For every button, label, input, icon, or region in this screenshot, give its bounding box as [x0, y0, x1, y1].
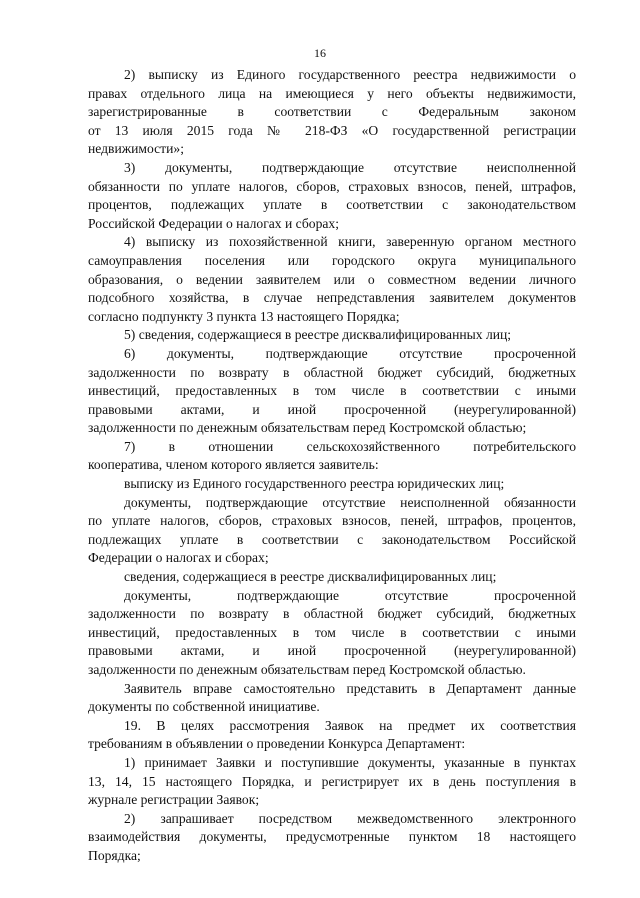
text-line: по уплате налогов, сборов, страховых взносов, пеней, штрафов, процентов,: [88, 513, 576, 529]
paragraph: [88, 475, 576, 494]
text-line: взаимодействия документы, предусмотренные пунктом 18 настоящего: [88, 829, 576, 845]
text-line: задолженности по возврату в областной бюджет субсидий, бюджетных: [88, 606, 576, 622]
paragraph: [88, 717, 576, 754]
text-line: 3) документы, подтверждающие отсутствие неисполненной: [124, 159, 576, 175]
paragraph: [88, 345, 576, 438]
text-line: 1) принимает Заявки и поступившие документы, указанные в пунктах: [124, 754, 576, 770]
text-line: задолженности по денежным обязательствам перед Костромской областью;: [88, 420, 527, 436]
paragraph: [88, 326, 576, 345]
text-line: инвестиций, предоставленных в том числе в соответствии с иными: [88, 383, 576, 399]
text-line: зарегистрированные в соответствии с Федеральным законом: [88, 104, 576, 120]
text-line: согласно подпункту 3 пункта 13 настоящего Порядка;: [88, 308, 400, 324]
paragraph: [88, 568, 576, 587]
paragraph: [88, 494, 576, 568]
text-line: 19. В целях рассмотрения Заявок на предмет их соответствия: [124, 717, 576, 733]
text-line: Российской Федерации о налогах и сборах;: [88, 215, 339, 231]
text-line: инвестиций, предоставленных в том числе в соответствии с иными: [88, 624, 576, 640]
text-line: подлежащих уплате в соответствии с законодательством Российской: [88, 531, 576, 547]
text-line: документы по собственной инициативе.: [88, 699, 320, 715]
text-line: правовыми актами, и иной просроченной (неурегулированной): [88, 401, 576, 417]
paragraph: [88, 233, 576, 326]
text-line: подсобного хозяйства, в случае непредставления заявителем документов: [88, 290, 576, 306]
text-line: образования, о ведении заявителем или о совместном ведении личного: [88, 271, 576, 287]
text-line: 6) документы, подтверждающие отсутствие просроченной: [124, 345, 576, 361]
text-line: 2) запрашивает посредством межведомственного электронного: [124, 810, 576, 826]
text-line: 7) в отношении сельскохозяйственного потребительского: [124, 438, 576, 454]
text-line: Заявитель вправе самостоятельно представить в Департамент данные: [124, 680, 576, 696]
text-line: недвижимости»;: [88, 141, 184, 157]
text-line: обязанности по уплате налогов, сборов, страховых взносов, пеней, штрафов,: [88, 178, 576, 194]
text-line: правовыми актами, и иной просроченной (неурегулированной): [88, 643, 576, 659]
text-line: 4) выписку из похозяйственной книги, заверенную органом местного: [124, 234, 576, 250]
text-line: 2) выписку из Единого государственного реестра недвижимости о: [124, 67, 576, 82]
paragraph: [88, 438, 576, 475]
text-line: сведения, содержащиеся в реестре дисквалифицированных лиц;: [124, 569, 497, 585]
document-body: [88, 66, 576, 866]
text-line: документы, подтверждающие отсутствие просроченной: [124, 587, 576, 603]
text-line: задолженности по возврату в областной бюджет субсидий, бюджетных: [88, 364, 576, 380]
text-line: Порядка;: [88, 847, 141, 863]
paragraph: [88, 587, 576, 680]
text-line: задолженности по денежным обязательствам перед Костромской областью.: [88, 662, 526, 677]
paragraph: [88, 754, 576, 810]
text-line: Федерации о налогах и сборах;: [88, 550, 269, 566]
text-line: журнале регистрации Заявок;: [88, 792, 260, 808]
text-line: самоуправления поселения или городского округа муниципального: [88, 252, 576, 268]
paragraph: [88, 66, 576, 159]
paragraph: [88, 810, 576, 866]
text-line: кооператива, членом которого является заявитель:: [88, 457, 379, 473]
text-line: 5) сведения, содержащиеся в реестре дисквалифицированных лиц;: [124, 327, 512, 343]
text-line: 13, 14, 15 настоящего Порядка, и регистрирует их в день поступления в: [88, 773, 576, 789]
paragraph: [88, 159, 576, 233]
text-line: процентов, подлежащих уплате в соответствии с законодательством: [88, 197, 576, 213]
text-line: требованиям в объявлении о проведении Конкурса Департамент:: [88, 736, 466, 752]
text-line: правах отдельного лица на имеющиеся у него объекты недвижимости,: [88, 85, 576, 101]
text-line: документы, подтверждающие отсутствие неисполненной обязанности: [124, 494, 576, 510]
text-line: от 13 июля 2015 года № 218-ФЗ «О государственной регистрации: [88, 122, 576, 138]
text-line: выписку из Единого государственного реестра юридических лиц;: [124, 476, 505, 492]
paragraph: [88, 680, 576, 717]
page-number: 16: [314, 46, 326, 60]
